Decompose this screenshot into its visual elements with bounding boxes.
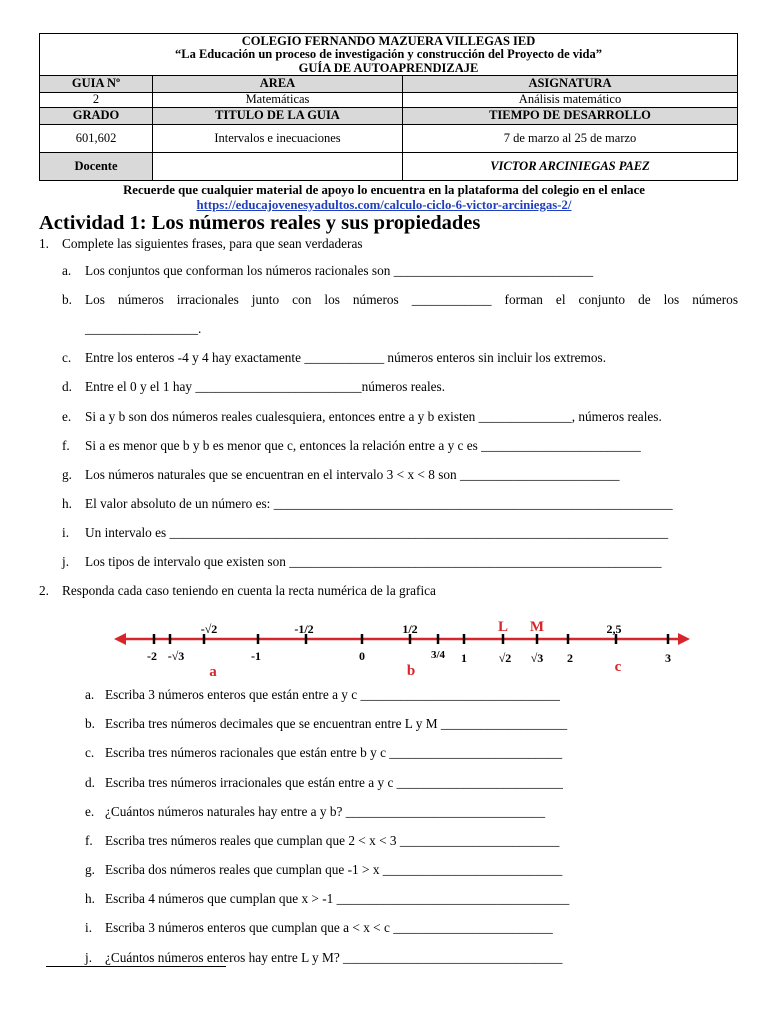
label-titulo: TITULO DE LA GUIA	[153, 107, 403, 124]
item-text: Entre los enteros -4 y 4 hay exactamente ____________ números enteros sin incluir los extremos.	[85, 350, 607, 365]
number-line-figure	[112, 612, 692, 682]
item-letter: a.	[85, 687, 95, 702]
q1-item-c	[62, 350, 607, 366]
item-letter: f.	[85, 833, 93, 848]
label-M: M	[529, 619, 545, 635]
q1-item-b-letter	[62, 292, 72, 308]
label-guia: GUIA Nº	[40, 75, 153, 92]
item-text: Los números naturales que se encuentran en el intervalo 3 < x < 8 son ________________________	[85, 467, 620, 482]
q1-item-b: Los números irracionales junto con los números ____________ forman el conjunto de los números	[85, 292, 738, 307]
item-letter: b.	[62, 292, 72, 307]
item-text: Un intervalo es ___________________________________________________________________________	[85, 525, 669, 540]
q1-item-e	[62, 409, 662, 425]
guide-type: GUÍA DE AUTOAPRENDIZAJE	[298, 60, 479, 75]
label-b: b	[406, 663, 416, 679]
q1-item-i	[62, 525, 669, 541]
school-name: COLEGIO FERNANDO MAZUERA VILLEGAS IED	[241, 34, 536, 48]
q1-item-h	[62, 496, 673, 512]
q2-number: 2.	[39, 583, 49, 598]
notice-text: Recuerde que cualquier material de apoyo lo encuentra en la plataforma del colegio en el enlace	[123, 183, 645, 197]
label-minus-sqrt2: -√2	[200, 622, 218, 636]
q2-item-a	[85, 687, 560, 703]
q2-prompt-text: Responda cada caso teniendo en cuenta la recta numérica de la grafica	[62, 583, 436, 598]
label-3-4: 3/4	[430, 649, 446, 661]
label-minus-sqrt3: -√3	[167, 649, 185, 663]
item-letter: d.	[62, 379, 72, 394]
q2-prompt	[39, 583, 436, 599]
label-3: 3	[665, 651, 671, 665]
item-text: Escriba 3 números enteros que están entre a y c ______________________________	[105, 687, 560, 702]
label-tiempo: TIEMPO DE DESARROLLO	[403, 107, 738, 124]
item-text: Escriba dos números reales que cumplan que -1 > x ___________________________	[105, 862, 563, 877]
value-asignatura: Análisis matemático	[403, 92, 738, 107]
q2-item-g	[85, 862, 563, 878]
header-title-block	[40, 34, 738, 76]
q1-item-j	[62, 554, 662, 570]
label-c: c	[614, 659, 622, 675]
value-docente: VICTOR ARCINIEGAS PAEZ	[403, 152, 738, 180]
item-letter: a.	[62, 263, 72, 278]
label-minus-half: -1/2	[294, 622, 314, 636]
item-text: Escriba 3 números enteros que cumplan que a < x < c ________________________	[105, 920, 553, 935]
item-letter: c.	[85, 745, 95, 760]
value-tiempo: 7 de marzo al 25 de marzo	[403, 124, 738, 152]
item-text: ¿Cuántos números enteros hay entre L y M? _________________________________	[105, 950, 563, 965]
value-guia: 2	[40, 92, 153, 107]
item-letter: h.	[85, 891, 95, 906]
q1-number: 1.	[39, 236, 49, 251]
item-text: Escriba tres números racionales que están entre b y c __________________________	[105, 745, 563, 760]
item-text: ¿Cuántos números naturales hay entre a y b? ______________________________	[105, 804, 546, 819]
label-asignatura: ASIGNATURA	[403, 75, 738, 92]
header-table	[39, 33, 738, 181]
q1-item-g	[62, 467, 620, 483]
item-letter: g.	[62, 467, 72, 482]
item-letter: j.	[62, 554, 70, 569]
q2-item-b	[85, 716, 568, 732]
q2-item-j	[85, 950, 563, 966]
item-letter: j.	[85, 950, 93, 965]
q2-item-f	[85, 833, 560, 849]
activity-title: Actividad 1: Los números reales y sus propiedades	[39, 212, 481, 234]
item-text: Escriba tres números decimales que se encuentran entre L y M ___________________	[105, 716, 568, 731]
value-grado: 601,602	[40, 124, 153, 152]
item-letter: i.	[85, 920, 93, 935]
school-motto: “La Educación un proceso de investigación y construcción del Proyecto de vida”	[175, 47, 602, 62]
item-letter: d.	[85, 775, 95, 790]
item-text: Escriba 4 números que cumplan que x > -1 ___________________________________	[105, 891, 570, 906]
item-letter: b.	[85, 716, 95, 731]
label-sqrt3: √3	[530, 651, 544, 665]
item-letter: c.	[62, 350, 72, 365]
label-L: L	[497, 619, 509, 635]
q2-item-d	[85, 775, 563, 791]
left-arrow	[114, 633, 126, 645]
value-area: Matemáticas	[153, 92, 403, 107]
label-half: 1/2	[402, 622, 418, 636]
item-letter: i.	[62, 525, 70, 540]
item-letter: e.	[85, 804, 95, 819]
label-2-5: 2,5	[606, 622, 622, 636]
right-arrow	[678, 633, 690, 645]
label-minus-1: -1	[251, 649, 261, 663]
item-text: Entre el 0 y el 1 hay _________________________números reales.	[85, 379, 446, 394]
label-sqrt2: √2	[498, 651, 512, 665]
item-letter: h.	[62, 496, 72, 511]
footer-rule	[46, 966, 226, 967]
label-0: 0	[359, 649, 365, 663]
notice-link[interactable]: https://educajovenesyadultos.com/calculo-ciclo-6-victor-arciniegas-2/	[196, 197, 572, 212]
label-grado: GRADO	[40, 107, 153, 124]
item-letter: g.	[85, 862, 95, 877]
item-letter: e.	[62, 409, 72, 424]
item-text: Escriba tres números reales que cumplan que 2 < x < 3 ________________________	[105, 833, 560, 848]
item-text: Si a es menor que b y b es menor que c, entonces la relación entre a y c es ________________________	[85, 438, 641, 453]
q1-prompt-text: Complete las siguientes frases, para que sean verdaderas	[62, 236, 363, 251]
item-text: Los tipos de intervalo que existen son ________________________________________________________	[85, 554, 662, 569]
q2-item-e	[85, 804, 546, 820]
q2-item-h	[85, 891, 570, 907]
label-a: a	[209, 664, 217, 680]
item-letter: f.	[62, 438, 70, 453]
item-text: Escriba tres números irracionales que están entre a y c _________________________	[105, 775, 563, 790]
q1-item-d	[62, 379, 446, 395]
label-minus-2: -2	[147, 649, 157, 663]
q2-item-i	[85, 920, 553, 936]
label-1: 1	[461, 651, 467, 665]
q1-item-a	[62, 263, 594, 279]
value-titulo: Intervalos e inecuaciones	[153, 124, 403, 152]
q1-item-b-cont: _________________.	[85, 321, 202, 336]
item-text: El valor absoluto de un número es: ____________________________________________________________	[85, 496, 673, 511]
q2-item-c	[85, 745, 563, 761]
label-area: AREA	[153, 75, 403, 92]
q1-item-f	[62, 438, 641, 454]
label-docente: Docente	[40, 152, 153, 180]
docente-empty-cell	[153, 152, 403, 180]
item-text: Los conjuntos que conforman los números racionales son ______________________________	[85, 263, 594, 278]
q1-prompt	[39, 236, 363, 252]
label-2: 2	[567, 651, 573, 665]
item-text: Si a y b son dos números reales cualesquiera, entonces entre a y b existen ______________, números reales.	[85, 409, 662, 424]
notice	[0, 183, 768, 212]
